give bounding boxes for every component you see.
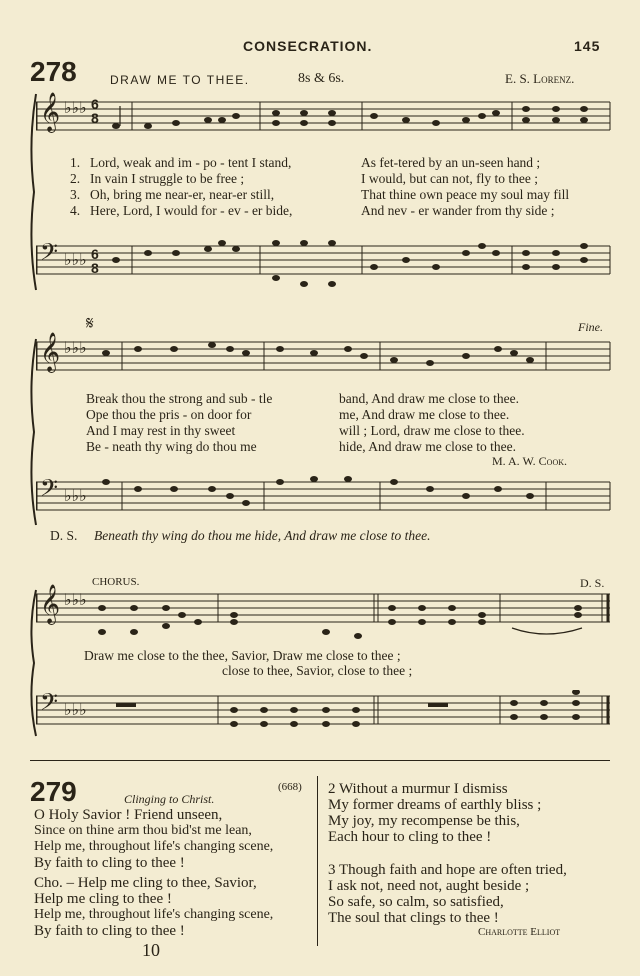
bass-clef-icon: 𝄢 xyxy=(40,474,59,507)
segno-icon: 𝄋 xyxy=(86,313,94,334)
verse-1-line-a: Lord, weak and im - po - tent I stand, xyxy=(90,155,292,170)
poem-line: Help me, throughout life's changing scene, xyxy=(34,839,274,854)
verse-4-number: 4. xyxy=(70,203,81,218)
hymn-279-subtitle: Clinging to Christ. xyxy=(124,792,215,806)
chorus-lyric-line-1: Draw me close to the thee, Savior, Draw me close to thee ; xyxy=(84,648,401,663)
key-signature-flats-icon: ♭♭♭ xyxy=(64,98,87,117)
key-signature-flats-icon: ♭♭♭ xyxy=(64,338,87,357)
chorus-lyric-line-2: close to thee, Savior, close to thee ; xyxy=(222,663,413,678)
poem-line: Each hour to cling to thee ! xyxy=(328,829,492,845)
poem-line: My joy, my recompense be this, xyxy=(328,813,520,829)
page-number: 145 xyxy=(574,38,601,54)
verse-3-line-a: Oh, bring me near-er, near-er still, xyxy=(90,187,275,202)
fine-label: Fine. xyxy=(578,320,603,334)
hymn-278-number: 278 xyxy=(30,56,77,87)
key-signature-flats-icon: ♭♭♭ xyxy=(64,250,87,269)
poem-line: O Holy Savior ! Friend unseen, xyxy=(34,807,223,823)
treble-clef-icon: 𝄞 xyxy=(40,332,61,372)
hymn-278-meter: 8s & 6s. xyxy=(298,71,345,86)
verse-1-line-b: As fet-tered by an un-seen hand ; xyxy=(361,155,541,170)
verse-3-number: 3. xyxy=(70,187,81,202)
refrain-verse-3-a: And I may rest in thy sweet xyxy=(86,423,236,438)
refrain-verse-3-b: will ; Lord, draw me close to thee. xyxy=(339,423,525,438)
ds-lyric-line: Beneath thy wing do thou me hide, And draw me close to thee. xyxy=(94,528,431,543)
poem-line: By faith to cling to thee ! xyxy=(34,855,185,871)
treble-clef-icon: 𝄞 xyxy=(40,584,61,624)
refrain-verse-2-b: me, And draw me close to thee. xyxy=(339,407,510,422)
ds-label: D. S. xyxy=(50,528,78,543)
refrain-verse-1-b: band, And draw me close to thee. xyxy=(339,391,519,406)
verse-2-line-b: I would, but can not, fly to thee ; xyxy=(361,171,538,186)
signature-mark: 10 xyxy=(142,940,160,960)
verse-2-number: 2. xyxy=(70,171,81,186)
poem-line: By faith to cling to thee ! xyxy=(34,923,185,939)
key-signature-flats-icon: ♭♭♭ xyxy=(64,590,87,609)
poem-line: Help me, throughout life's changing scene, xyxy=(34,907,274,922)
section-divider xyxy=(30,760,610,761)
bass-clef-icon: 𝄢 xyxy=(40,238,59,271)
verse-1-number: 1. xyxy=(70,155,81,170)
poem-line: The soul that clings to thee ! xyxy=(328,910,499,926)
system3-treble-staff xyxy=(36,588,616,648)
poem-line: I ask not, need not, aught beside ; xyxy=(328,878,530,894)
poem-line: 2 Without a murmur I dismiss xyxy=(328,781,508,797)
hymn-279-number: 279 xyxy=(30,776,77,807)
time-signature-icon: 6 8 xyxy=(91,96,99,126)
verse-4-line-b: And nev - er wander from thy side ; xyxy=(361,203,555,218)
treble-clef-icon: 𝄞 xyxy=(40,92,61,132)
poem-line: Cho. – Help me cling to thee, Savior, xyxy=(34,875,257,891)
poem-line: So safe, so calm, so satisfied, xyxy=(328,894,504,910)
refrain-verse-4-a: Be - neath thy wing do thou me xyxy=(86,439,257,454)
hymn-279-author: Charlotte Elliot xyxy=(478,926,561,938)
hymn-278-composer: E. S. Lorenz. xyxy=(505,71,575,86)
poem-line: Since on thine arm thou bid'st me lean, xyxy=(34,823,252,838)
key-signature-flats-icon: ♭♭♭ xyxy=(64,700,87,719)
hymn-278-lyricist: M. A. W. Cook. xyxy=(492,454,568,468)
poem-line: 3 Though faith and hope are often tried, xyxy=(328,862,567,878)
system2-treble-staff xyxy=(36,336,616,386)
system1-treble-notes xyxy=(36,96,616,146)
verse-2-line-a: In vain I struggle to be free ; xyxy=(90,171,245,186)
refrain-verse-2-a: Ope thou the pris - on door for xyxy=(86,407,252,422)
verse-4-line-a: Here, Lord, I would for - ev - er bide, xyxy=(90,203,293,218)
system2-bass-staff xyxy=(36,476,616,526)
system1-bass-staff xyxy=(36,240,616,290)
key-signature-flats-icon: ♭♭♭ xyxy=(64,486,87,505)
time-signature-icon: 6 8 xyxy=(91,246,99,276)
refrain-verse-1-a: Break thou the strong and sub - tle xyxy=(86,391,273,406)
bass-clef-icon: 𝄢 xyxy=(40,688,59,721)
poem-line: Help me cling to thee ! xyxy=(34,891,172,907)
chorus-ds-label: D. S. xyxy=(580,576,605,590)
running-header: CONSECRATION. xyxy=(243,38,373,54)
verse-3-line-b: That thine own peace my soul may fill xyxy=(361,187,570,202)
chorus-label: CHORUS. xyxy=(92,576,140,588)
system3-bass-staff xyxy=(36,690,616,750)
hymn-278-title: DRAW ME TO THEE. xyxy=(110,73,250,87)
refrain-verse-4-b: hide, And draw me close to thee. xyxy=(339,439,516,454)
poem-line: My former dreams of earthly bliss ; xyxy=(328,797,542,813)
column-divider xyxy=(317,776,318,946)
hymn-279-ref: (668) xyxy=(278,781,302,793)
